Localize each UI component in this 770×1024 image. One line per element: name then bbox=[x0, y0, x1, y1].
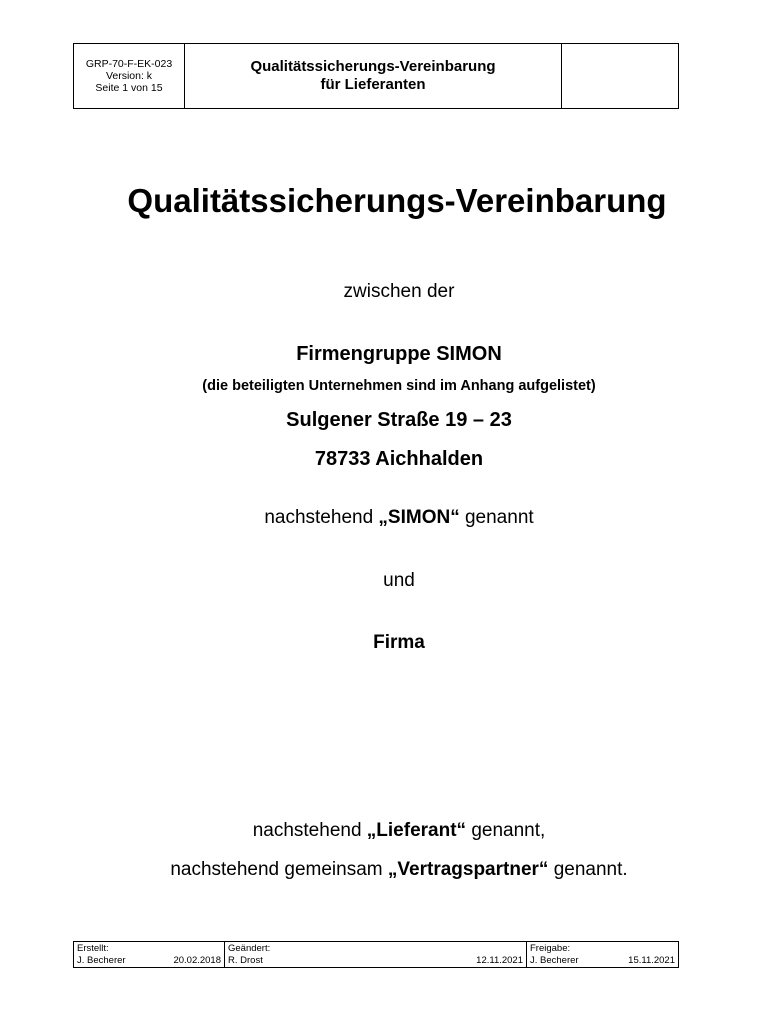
header-table bbox=[73, 43, 679, 109]
supplier-designation bbox=[14, 820, 770, 842]
changed-by: R. Drost bbox=[228, 955, 263, 966]
header-logo-cell bbox=[562, 44, 678, 108]
release-date: 15.11.2021 bbox=[628, 955, 675, 966]
simon-pre: nachstehend bbox=[264, 507, 379, 528]
header-title bbox=[185, 44, 562, 108]
changed-date: 12.11.2021 bbox=[476, 955, 523, 966]
and-text: und bbox=[383, 570, 415, 591]
header-title-line1: Qualitätssicherungs-Vereinbarung bbox=[250, 58, 496, 75]
company-name: Firmengruppe SIMON bbox=[296, 343, 502, 365]
supplier-firm-label: Firma bbox=[373, 632, 425, 653]
partners-designation bbox=[14, 859, 770, 881]
between-text: zwischen der bbox=[343, 281, 455, 302]
footer-changed bbox=[225, 942, 527, 967]
company-street: Sulgener Straße 19 – 23 bbox=[286, 409, 512, 431]
created-by: J. Becherer bbox=[77, 955, 126, 966]
company-note: (die beteiligten Unternehmen sind im Anhang aufgelistet) bbox=[202, 378, 596, 394]
release-by: J. Becherer bbox=[530, 955, 579, 966]
simon-post: genannt bbox=[459, 507, 534, 528]
page-title: Qualitätssicherungs-Vereinbarung bbox=[127, 182, 667, 219]
partner-post: genannt. bbox=[548, 859, 628, 880]
lieferant-post: genannt, bbox=[466, 820, 546, 841]
lieferant-name: „Lieferant“ bbox=[366, 820, 467, 841]
simon-name: „SIMON“ bbox=[378, 507, 460, 528]
changed-label: Geändert: bbox=[228, 943, 271, 954]
doc-id: GRP-70-F-EK-023 bbox=[85, 58, 173, 70]
footer-created bbox=[74, 942, 225, 967]
page-number: Seite 1 von 15 bbox=[95, 82, 163, 94]
company-city: 78733 Aichhalden bbox=[314, 448, 484, 470]
footer-release bbox=[527, 942, 678, 967]
partner-pre: nachstehend gemeinsam bbox=[170, 859, 388, 880]
doc-version: Version: k bbox=[105, 70, 153, 82]
created-date: 20.02.2018 bbox=[173, 955, 221, 966]
release-label: Freigabe: bbox=[530, 943, 571, 954]
lieferant-pre: nachstehend bbox=[252, 820, 367, 841]
header-title-line2: für Lieferanten bbox=[320, 76, 426, 93]
footer-table bbox=[73, 941, 679, 968]
header-doc-info bbox=[74, 44, 185, 108]
partner-name: „Vertragspartner“ bbox=[387, 859, 549, 880]
created-label: Erstellt: bbox=[77, 943, 109, 954]
simon-designation bbox=[14, 507, 770, 529]
